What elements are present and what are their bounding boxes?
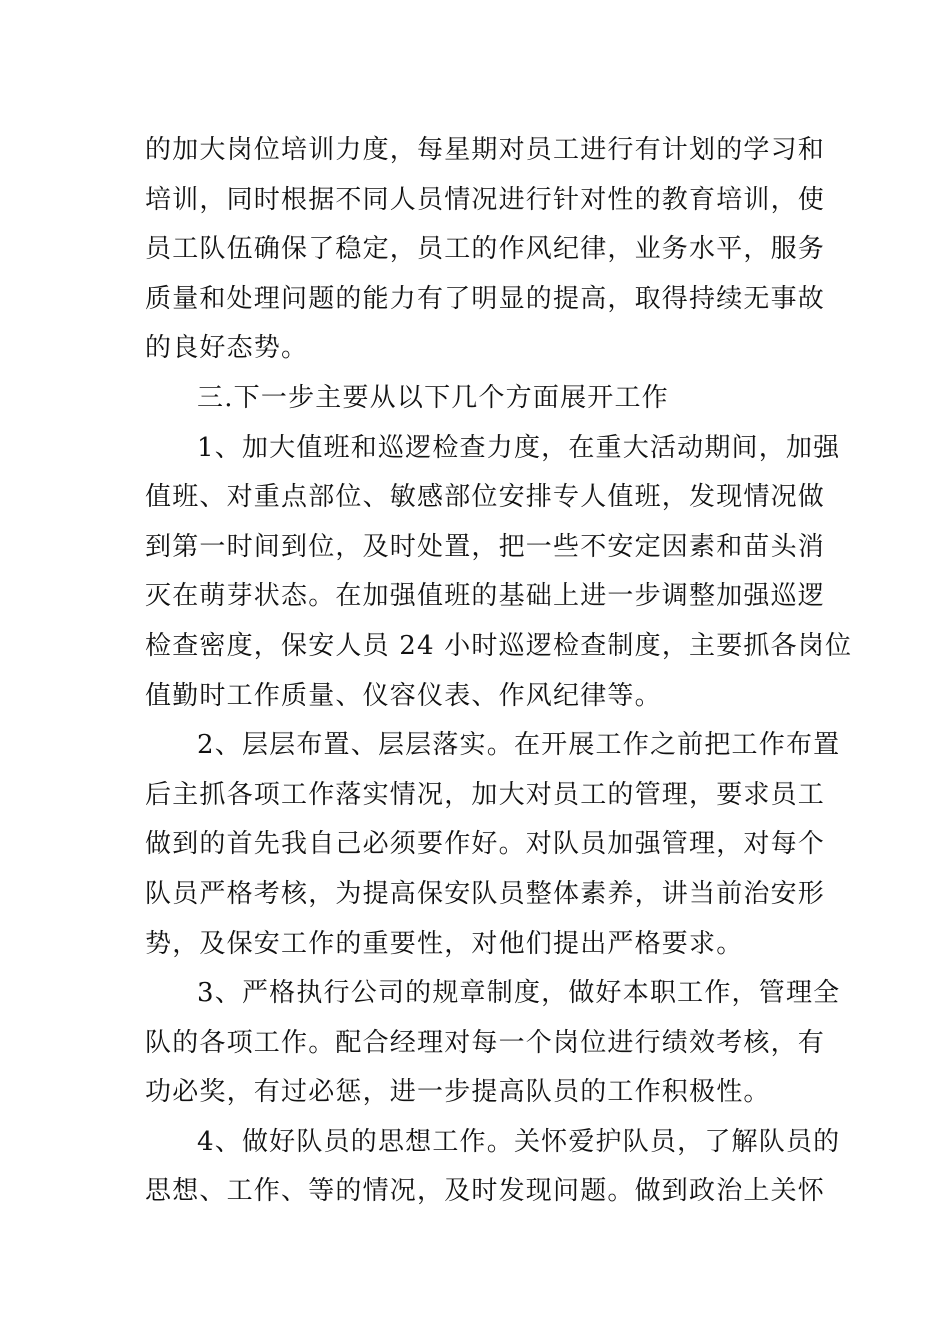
text-line: 值班、对重点部位、敏感部位安排专人值班，发现情况做 xyxy=(145,482,826,513)
text-line: 3、严格执行公司的规章制度，做好本职工作，管理全 xyxy=(197,978,841,1009)
text-line: 员工队伍确保了稳定，员工的作风纪律，业务水平，服务 xyxy=(145,234,826,265)
text-line: 灭在萌芽状态。在加强值班的基础上进一步调整加强巡逻 xyxy=(145,581,826,612)
text-line: 的加大岗位培训力度，每星期对员工进行有计划的学习和 xyxy=(145,135,826,165)
text-line: 思想、工作、等的情况，及时发现问题。做到政治上关怀 xyxy=(145,1176,826,1207)
text-line: 培训，同时根据不同人员情况进行针对性的教育培训，使 xyxy=(145,184,826,215)
text-line: 2、层层布置、层层落实。在开展工作之前把工作布置 xyxy=(197,730,841,761)
text-line: 队员严格考核，为提高保安队员整体素养，讲当前治安形 xyxy=(145,878,826,909)
text-line: 质量和处理问题的能力有了明显的提高，取得持续无事故 xyxy=(145,283,826,314)
text-line: 4、做好队员的思想工作。关怀爱护队员，了解队员的 xyxy=(197,1126,841,1157)
text-line: 做到的首先我自己必须要作好。对队员加强管理，对每个 xyxy=(145,829,826,860)
section-heading: 三.下一步主要从以下几个方面展开工作 xyxy=(197,382,669,413)
text-line: 到第一时间到位，及时处置，把一些不安定因素和苗头消 xyxy=(145,531,826,562)
text-line: 队的各项工作。配合经理对每一个岗位进行绩效考核，有 xyxy=(145,1027,826,1058)
text-line: 检查密度，保安人员 24 小时巡逻检查制度，主要抓各岗位 xyxy=(145,630,853,661)
document-body xyxy=(145,126,853,1217)
text-line: 值勤时工作质量、仪容仪表、作风纪律等。 xyxy=(145,680,662,711)
text-line: 的良好态势。 xyxy=(145,333,309,364)
text-line: 1、加大值班和巡逻检查力度，在重大活动期间，加强 xyxy=(197,432,841,463)
text-line: 功必奖，有过必惩，进一步提高队员的工作积极性。 xyxy=(145,1077,771,1108)
text-line: 后主抓各项工作落实情况，加大对员工的管理，要求员工 xyxy=(145,779,826,810)
text-line: 势，及保安工作的重要性，对他们提出严格要求。 xyxy=(145,928,744,959)
